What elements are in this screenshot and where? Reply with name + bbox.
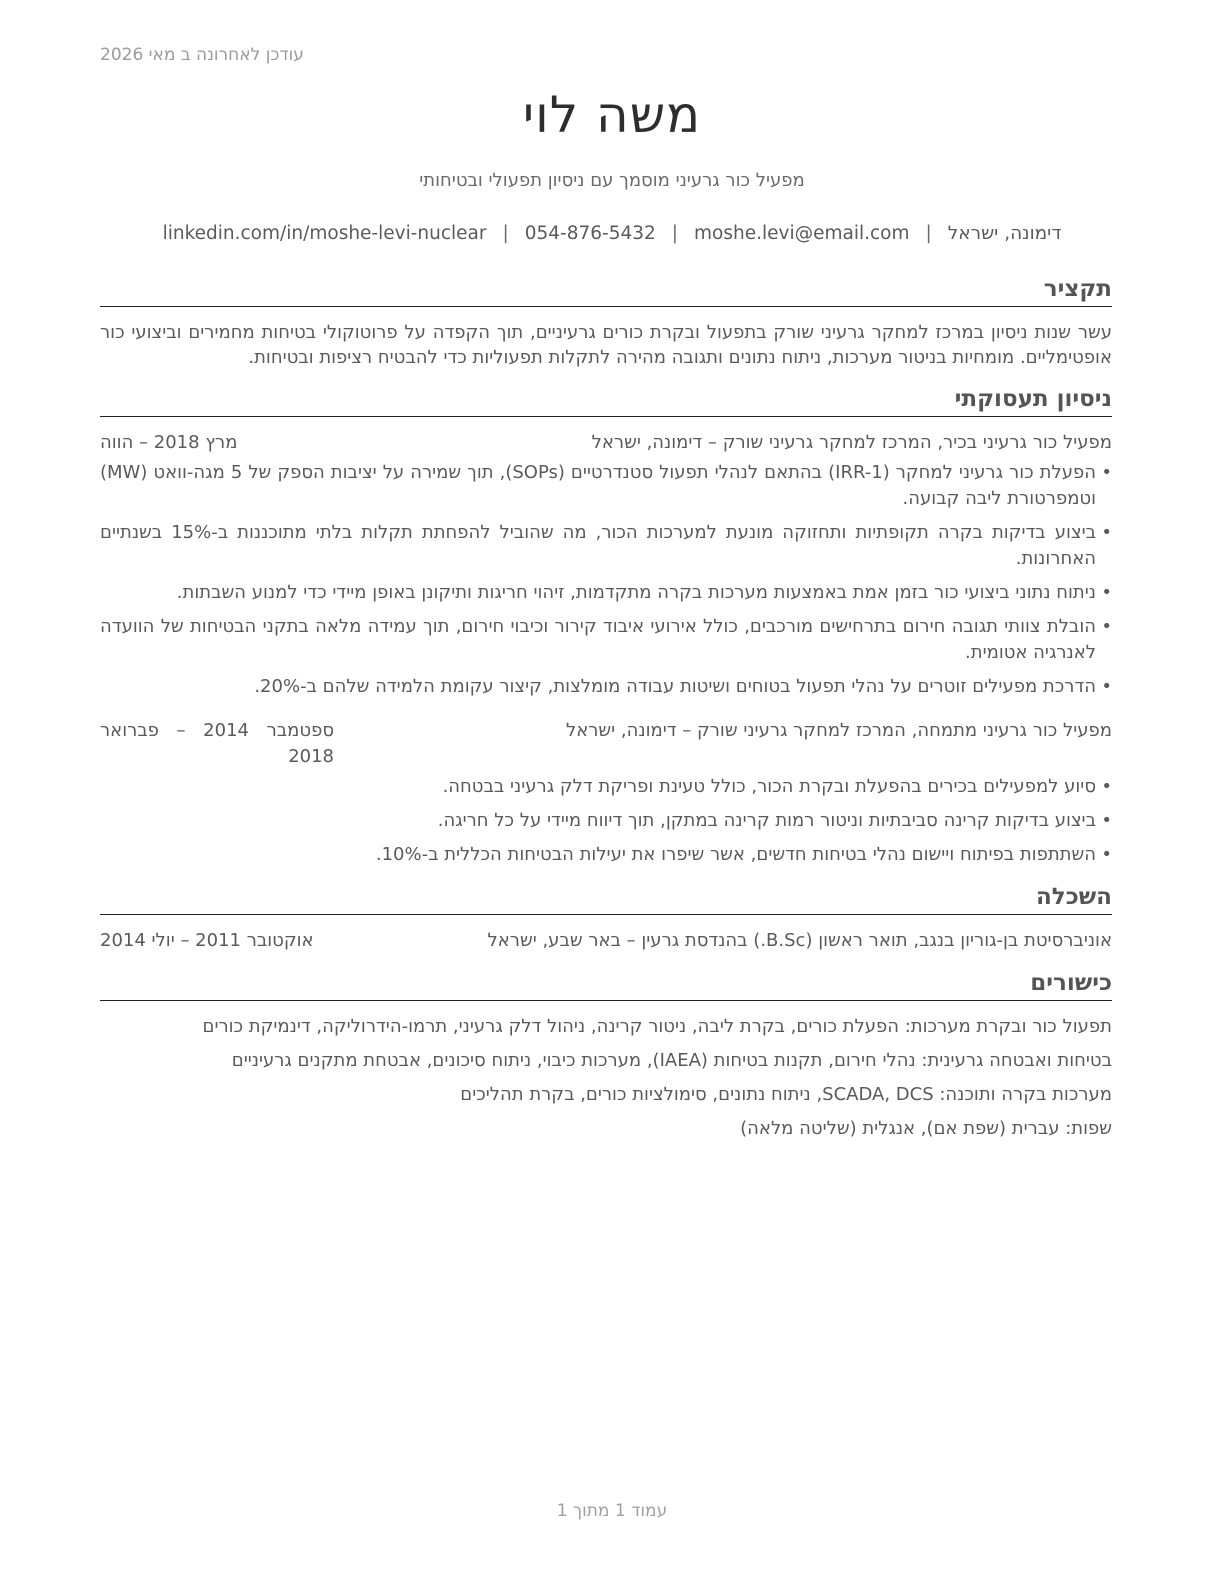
education-dates: אוקטובר 2011 – יולי 2014 [100,930,314,951]
contact-separator: | [502,223,509,244]
job-entry [100,430,1112,700]
experience-section [100,384,1112,868]
contact-separator: | [925,223,932,244]
bullet-icon: • [1101,522,1112,543]
bullet-icon: • [1101,582,1112,603]
summary-text: עשר שנות ניסיון במרכז למחקר גרעיני שורק בתפעול ובקרת כורים גרעיניים, תוך הקפדה על פרוטוקולי בטיחות מחמירים וביצועי כור אופטימליים. מומחיות בניטור מערכות, ניתוח נתונים ותגובה מהירה לתקלות תפעוליות כדי להבטיח רציפות ובטיחות. [100,322,1112,368]
list-item: • הובלת צוותי תגובה חירום בתרחישים מורכבים, כולל אירועי איבוד קירור וכיבוי חירום, תוך עמידה מלאה בתקני הבטיחות של הוועדה לאנרגיה אטומית. [100,616,1112,663]
list-item: • ניתוח נתוני ביצועי כור בזמן אמת באמצעות מערכות בקרה מתקדמות, זיהוי חריגות ותיקונן באופן מיידי כדי למנוע השבתות. [100,580,1112,606]
contact-line [0,223,1224,244]
list-item: • השתתפות בפיתוח ויישום נהלי בטיחות חדשים, אשר שיפרו את יעילות הבטיחות הכללית ב-10%. [100,842,1112,868]
bullet-icon: • [1101,776,1112,797]
bullet-icon: • [1101,676,1112,697]
skills-section [100,968,1112,1142]
experience-heading: ניסיון תעסוקתי [100,384,1112,417]
candidate-name: משה לוי [522,86,702,144]
job-entry [100,718,1112,868]
summary-heading: תקציר [100,274,1112,307]
resume-content [100,274,1112,1150]
candidate-subtitle: מפעיל כור גרעיני מוסמך עם ניסיון תפעולי ובטיחותי [419,170,805,191]
skills-line: מערכות בקרה ותוכנה: SCADA, DCS, ניתוח נתונים, סימולציות כורים, בקרת תהליכים [460,1084,1112,1105]
contact-linkedin[interactable]: linkedin.com/in/moshe-levi-nuclear [162,223,487,244]
education-degree: אוניברסיטת בן-גוריון בנגב, תואר ראשון (B.Sc.) בהנדסת גרעין – באר שבע, ישראל [487,930,1112,951]
list-item: • הפעלת כור גרעיני למחקר (IRR-1) בהתאם לנהלי תפעול סטנדרטיים (SOPs), תוך שמירה על יציבות הספק של 5 מגה-וואט (MW) וטמפרטורת ליבה קבועה. [100,462,1112,509]
education-section [100,882,1112,954]
job-bullets [100,460,1112,700]
contact-separator: | [671,223,679,244]
job-title: מפעיל כור גרעיני בכיר, המרכז למחקר גרעיני שורק – דימונה, ישראל [591,432,1112,453]
bullet-icon: • [1101,810,1112,831]
last-updated-note: עודכן לאחרונה ב מאי 2026 [100,45,304,65]
contact-email[interactable]: moshe.levi@email.com [694,223,910,244]
list-item: • סיוע למפעילים בכירים בהפעלת ובקרת הכור, כולל טעינת ופריקת דלק גרעיני בבטחה. [100,774,1112,800]
skills-heading: כישורים [100,968,1112,1001]
education-heading: השכלה [100,882,1112,915]
bullet-icon: • [1101,616,1112,637]
list-item: • הדרכת מפעילים זוטרים על נהלי תפעול בטוחים ושיטות עבודה מומלצות, קיצור עקומת הלמידה שלהם ב-20%. [100,674,1112,700]
job-bullets [100,774,1112,868]
contact-location: דימונה, ישראל [947,223,1062,244]
list-item: • ביצוע בדיקות קרינה סביבתיות וניטור רמות קרינה במתקן, תוך דיווח מיידי על כל חריגה. [100,808,1112,834]
job-dates: מרץ 2018 – הווה [100,432,238,453]
bullet-icon: • [1101,844,1112,865]
job-title: מפעיל כור גרעיני מתמחה, המרכז למחקר גרעיני שורק – דימונה, ישראל [565,720,1112,741]
skills-line: בטיחות ואבטחה גרעינית: נהלי חירום, תקנות בטיחות (IAEA), מערכות כיבוי, ניתוח סיכונים, אבטחת מתקנים גרעיניים [231,1050,1112,1071]
contact-phone[interactable]: 054-876-5432 [524,223,656,244]
page-number: עמוד 1 מתוך 1 [556,1501,668,1521]
list-item: • ביצוע בדיקות בקרה תקופתיות ותחזוקה מונעת למערכות הכור, מה שהוביל להפחתת תקלות בלתי מתוכננות ב-15% בשנתיים האחרונות. [100,522,1112,569]
skills-line: תפעול כור ובקרת מערכות: הפעלת כורים, בקרת ליבה, ניטור קרינה, ניהול דלק גרעיני, תרמו-הידרוליקה, דינמיקת כורים [202,1016,1112,1037]
education-entry [100,928,1112,954]
summary-section [100,274,1112,370]
bullet-icon: • [1101,462,1112,483]
skills-line: שפות: עברית (שפת אם), אנגלית (שליטה מלאה) [740,1118,1112,1139]
job-dates: ספטמבר 2014 – פברואר 2018 [100,720,334,767]
